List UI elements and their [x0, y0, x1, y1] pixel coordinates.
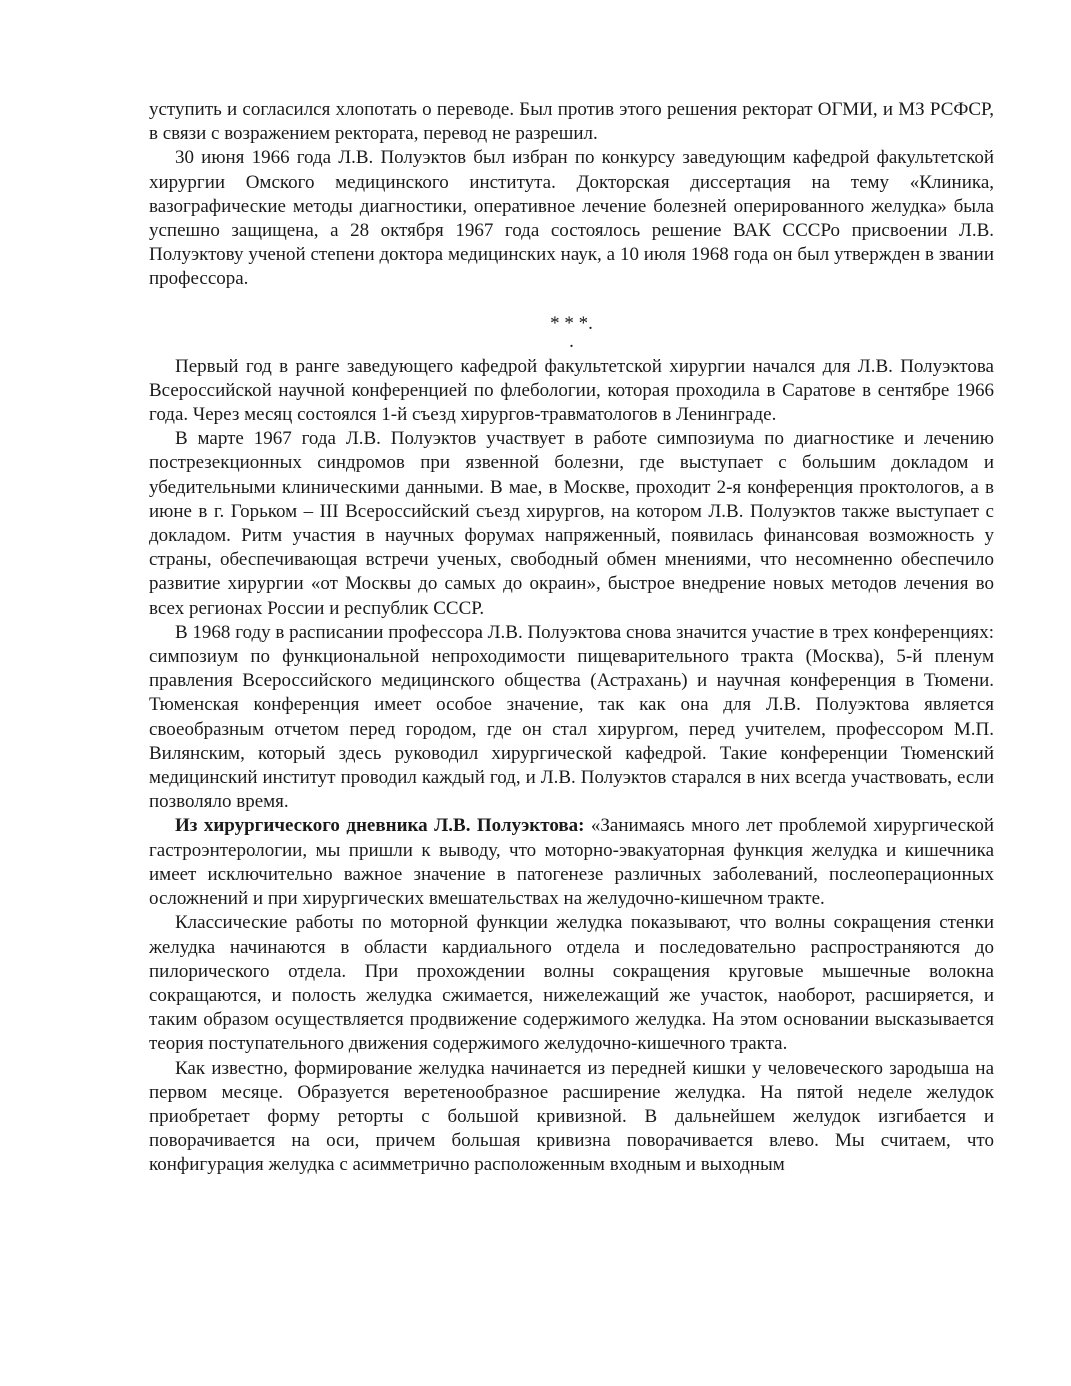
paragraph: 30 июня 1966 года Л.В. Полуэктов был избран по конкурсу заведующим кафедрой факультетской хирургии Омского медицинского института. Докторская диссертация на тему «Клиника, вазографические методы диагностики, оперативное лечение болезней оперированного желудка» была успешно защищена, а 28 октября 1967 года состоялось решение ВАК СССРо присвоении Л.В. Полуэктову ученой степени доктора медицинских наук, а 10 июля 1968 года он был утвержден в звании профессора. [149, 147, 994, 290]
separator-stars: * * *. [550, 312, 593, 334]
paragraph: В марте 1967 года Л.В. Полуэктов участвует в работе симпозиума по диагностике и лечению пострезекционных синдромов при язвенной болезни, где выступает с большим докладом и убедительными клиническими данными. В мае, в Москве, проходит 2-я конференция проктологов, а в июне в г. Горьком – III Всероссийский съезд хирургов, на котором Л.В. Полуэктов также выступает с докладом. Ритм участия в научных форумах напряженный, появилась финансовая возможность у страны, обеспечивающая встречи ученых, свободный обмен мнениями, что несомненно обеспечило развитие хирургии «от Москвы до самых до окраин», быстрое внедрение новых методов лечения во всех регионах России и республик СССР. [149, 428, 994, 619]
diary-paragraph [149, 814, 994, 911]
diary-text: «Занимаясь много лет проблемой хирургической гастроэнтерологии, мы пришли к выводу, что моторно-эвакуаторная функция желудка и кишечника имеет исключительно важное значение в патогенезе различных заболеваний, послеоперационных осложнений и при хирургических вмешательствах на желудочно-кишечном тракте. [149, 815, 994, 910]
paragraph: уступить и согласился хлопотать о переводе. Был против этого решения ректорат ОГМИ, и МЗ РСФСР, в связи с возражением ректората, перевод не разрешил. [149, 99, 994, 145]
document-page [149, 98, 994, 1178]
section-separator [149, 313, 994, 355]
paragraph: Классические работы по моторной функции желудка показывают, что волны сокращения стенки желудка начинаются в области кардиального отдела и последовательно распространяются до пилорического отдела. При прохождении волны сокращения круговые мышечные волокна сокращаются, и полость желудка сжимается, нижележащий же участок, наоборот, расширяется, и таким образом осуществляется продвижение содержимого желудка. На этом основании высказывается теория поступательного движения содержимого желудочно-кишечного тракта. [149, 912, 994, 1055]
separator-dot: . [569, 330, 574, 352]
paragraph: Первый год в ранге заведующего кафедрой факультетской хирургии начался для Л.В. Полуэктова Всероссийской научной конференцией по флебологии, которая проходила в Саратове в сентябре 1966 года. Через месяц состоялся 1-й съезд хирургов-травматологов в Ленинграде. [149, 355, 994, 426]
paragraph: Как известно, формирование желудка начинается из передней кишки у человеческого зародыша на первом месяце. Образуется веретенообразное расширение желудка. На пятой неделе желудок приобретает форму реторты с большой кривизной. В дальнейшем желудок изгибается и поворачивается на оси, причем большая кривизна поворачивается влево. Мы считаем, что конфигурация желудка с асимметрично расположенным входным и выходным [149, 1057, 994, 1176]
diary-heading: Из хирургического дневника Л.В. Полуэктова: [175, 815, 585, 837]
paragraph: В 1968 году в расписании профессора Л.В. Полуэктова снова значится участие в трех конференциях: симпозиум по функциональной непроходимости пищеварительного тракта (Москва), 5-й пленум правления Всероссийского медицинского общества (Астрахань) и научная конференция в Тюмени. Тюменская конференция имеет особое значение, так как она для Л.В. Полуэктова является своеобразным отчетом перед городом, где он стал хирургом, перед учителем, профессором М.П. Вилянским, который здесь руководил хирургической кафедрой. Такие конференции Тюменский медицинский институт проводил каждый год, и Л.В. Полуэктов старался в них всегда участвовать, если позволяло время. [149, 621, 994, 813]
